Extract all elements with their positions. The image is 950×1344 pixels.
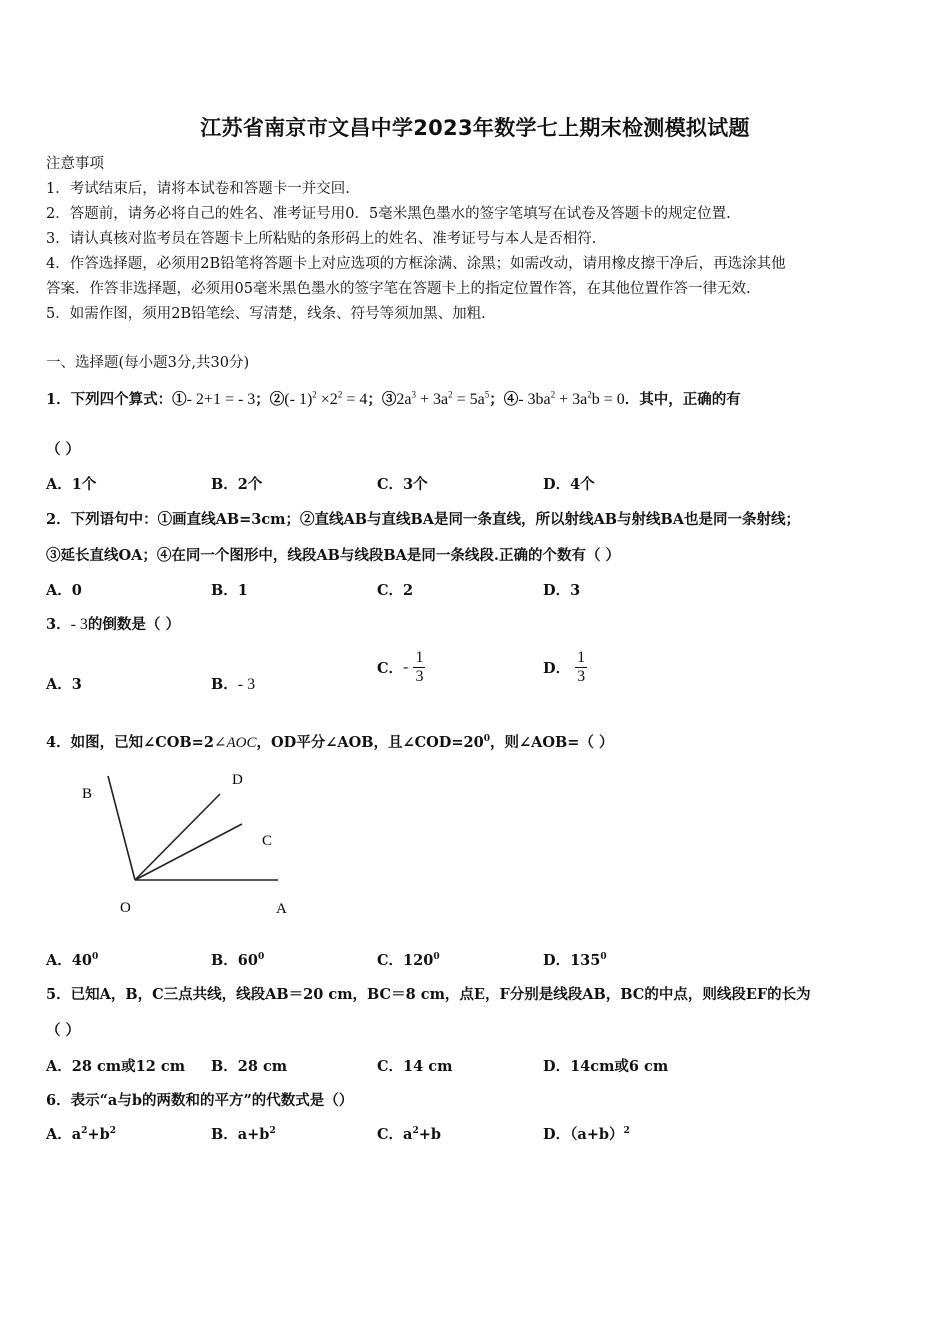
fraction: $\frac{1}{3}$ xyxy=(577,649,586,685)
expr-4: - $3ba^2 + 3a^2b = 0$ xyxy=(518,389,625,408)
option-d: D．4个 xyxy=(543,476,595,493)
option-d: D． $\frac{1}{3}$ xyxy=(543,649,586,685)
question-6: 6．表示“a与b的两数和的平方”的代数式是（） xyxy=(46,1092,354,1109)
expr-1: - 2+1 = - 3 xyxy=(186,391,256,408)
option-c: C．3个 xyxy=(377,476,428,493)
option-c: C．$120^0$ xyxy=(377,952,440,969)
option-b: B．2个 xyxy=(211,476,263,493)
option-b: B．$60^0$ xyxy=(211,952,265,969)
option-b: B．- 3 xyxy=(211,676,256,693)
page-title: 江苏省南京市文昌中学2023年数学七上期末检测模拟试题 xyxy=(200,116,750,140)
note-item: 3．请认真核对监考员在答题卡上所粘贴的条形码上的姓名、准考证号与本人是否相符. xyxy=(46,231,597,247)
note-item: 1．考试结束后，请将本试卷和答题卡一并交回. xyxy=(46,181,350,197)
ray-ob xyxy=(108,776,135,880)
question-4: 4．如图，已知∠COB=2∠AOC，OD平分∠AOB，且$\angle COD=20^0$，则∠AOB=（ ） xyxy=(46,734,614,751)
option-d: D．14cm或6 cm xyxy=(543,1058,669,1075)
option-b: B．1 xyxy=(211,582,248,599)
question-5-line-1: 5．已知A，B，C三点共线，线段AB＝20 cm，BC＝8 cm，点E，F分别是线段AB，BC的中点，则线段EF的长为 xyxy=(46,986,811,1003)
ray-od xyxy=(135,794,220,880)
label-a: A xyxy=(276,901,287,917)
fraction: $\frac{1}{3}$ xyxy=(415,649,424,685)
note-item: 4．作答选择题，必须用2B铅笔将答题卡上对应选项的方框涂满、涂黑；如需改动，请用橡皮擦干净后，再选涂其他 xyxy=(46,256,786,272)
option-b: B．28 cm xyxy=(211,1058,288,1075)
option-d: D．3 xyxy=(543,582,581,599)
option-c: C．2 xyxy=(377,582,414,599)
expr-3: $2a^3 + 3a^2 = 5a^5$ xyxy=(396,389,490,408)
expr-2: (- $1)^2 \times 2^2 = 4$ xyxy=(284,389,368,408)
question-2-line-1: 2．下列语句中：①画直线AB=3cm；②直线AB与直线BA是同一条直线，所以射线AB与射线BA也是同一条射线； xyxy=(46,511,801,528)
label-c: C xyxy=(262,833,273,849)
option-d: D．$(a+b)^2$ xyxy=(543,1126,630,1143)
question-2-line-2: ③延长直线OA；④在同一个图形中，线段AB与线段BA是同一条线段.正确的个数有（ ） xyxy=(46,547,620,564)
answer-paren: （ ） xyxy=(46,441,81,458)
label-b: B xyxy=(82,786,93,802)
section-heading: 一、选择题(每小题3分,共30分) xyxy=(46,355,250,371)
option-d: D．$135^0$ xyxy=(543,952,607,969)
question-3: 3．- 3的倒数是（ ） xyxy=(46,616,180,633)
note-item: 答案．作答非选择题，必须用05毫米黑色墨水的签字笔在答题卡上的指定位置作答，在其他位置作答一律无效. xyxy=(46,281,751,297)
option-c: C．14 cm xyxy=(377,1058,453,1075)
option-c: C．$a^2+b$ xyxy=(377,1126,441,1143)
label-d: D xyxy=(232,772,243,788)
option-b: B．$a+b^2$ xyxy=(211,1126,276,1143)
option-a: A．3 xyxy=(46,676,82,693)
angle-figure xyxy=(70,760,310,920)
option-a: A．1个 xyxy=(46,476,97,493)
label-o: O xyxy=(120,900,131,916)
note-item: 5．如需作图，须用2B铅笔绘、写清楚，线条、符号等须加黑、加粗. xyxy=(46,306,486,322)
notes-heading: 注意事项 xyxy=(46,156,104,172)
option-a: A．28 cm或12 cm xyxy=(46,1058,186,1075)
question-5-line-2: （ ） xyxy=(46,1022,81,1039)
option-a: A．$a^2+b^2$ xyxy=(46,1126,116,1143)
option-a: A．0 xyxy=(46,582,82,599)
option-a: A．$40^0$ xyxy=(46,952,99,969)
note-item: 2．答题前，请务必将自己的姓名、准考证号用0．5毫米黑色墨水的签字笔填写在试卷及答题卡的规定位置. xyxy=(46,206,731,222)
question-1: 1．下列四个算式：①- 2+1 = - 3；②(- $1)^2 \times 2^2 = 4$；$③2a^3 + 3a^2 = 5a^5$；④- $3ba^2 + 3a^2b = 0$．其中，正确的有 xyxy=(46,389,741,408)
option-c: C．- $\frac{1}{3}$ xyxy=(377,649,424,685)
ray-oc xyxy=(135,824,242,880)
